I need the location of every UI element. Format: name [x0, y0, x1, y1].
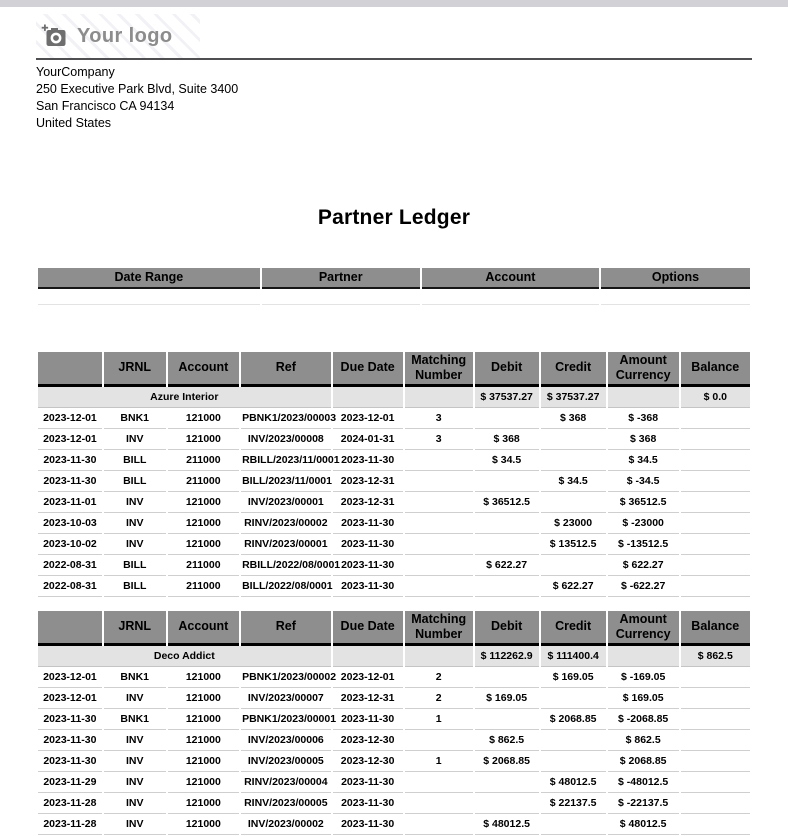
cell-jrnl: BNK1	[104, 709, 166, 730]
cell-due-date: 2023-11-30	[333, 534, 403, 555]
cell-balance	[681, 471, 750, 492]
cell-debit: $ 2068.85	[475, 751, 539, 772]
ledger-row	[38, 492, 750, 513]
cell-due-date: 2023-12-30	[333, 730, 403, 751]
cell-debit	[475, 513, 539, 534]
company-address-line: San Francisco CA 94134	[36, 99, 175, 113]
cell-due-date: 2023-12-30	[333, 751, 403, 772]
cell-matching-number	[405, 814, 473, 835]
cell-balance	[681, 576, 750, 597]
filter-col-options: Options	[601, 268, 750, 289]
partner-ledger-table-deco-addict	[36, 611, 752, 835]
cell-matching-number	[405, 793, 473, 814]
cell-ref: RINV/2023/00005	[241, 793, 331, 814]
cell-matching-number	[405, 513, 473, 534]
filters-table	[36, 268, 752, 305]
subtotal-balance: $ 862.5	[681, 646, 750, 667]
cell-matching-number	[405, 471, 473, 492]
cell-matching-number: 2	[405, 688, 473, 709]
filter-value-options	[601, 289, 750, 305]
cell-amount-currency: $ 368	[608, 429, 679, 450]
cell-amount-currency: $ 36512.5	[608, 492, 679, 513]
cell-credit: $ 169.05	[541, 667, 606, 688]
cell-blank: 2023-11-30	[38, 450, 102, 471]
filters-header-row	[38, 268, 750, 289]
cell-blank: 2023-10-02	[38, 534, 102, 555]
ledger-col-matching-number: Matching Number	[405, 352, 473, 387]
ledger-tables-container	[36, 352, 752, 835]
cell-ref: PBNK1/2023/00003	[241, 408, 331, 429]
subtotal-amount-currency	[608, 387, 679, 408]
cell-ref: RBILL/2023/11/0001	[241, 450, 331, 471]
cell-blank: 2022-08-31	[38, 555, 102, 576]
cell-matching-number	[405, 730, 473, 751]
partner-subtotal-row	[38, 646, 750, 667]
cell-amount-currency: $ 862.5	[608, 730, 679, 751]
cell-due-date: 2024-01-31	[333, 429, 403, 450]
cell-blank: 2022-08-31	[38, 576, 102, 597]
cell-blank: 2023-11-29	[38, 772, 102, 793]
cell-debit	[475, 534, 539, 555]
cell-matching-number	[405, 555, 473, 576]
cell-matching-number: 2	[405, 667, 473, 688]
subtotal-debit: $ 37537.27	[475, 387, 539, 408]
ledger-col-ref: Ref	[241, 352, 331, 387]
cell-account: 121000	[168, 751, 239, 772]
cell-account: 121000	[168, 793, 239, 814]
cell-matching-number: 3	[405, 408, 473, 429]
cell-debit	[475, 709, 539, 730]
cell-balance	[681, 772, 750, 793]
cell-ref: INV/2023/00002	[241, 814, 331, 835]
cell-debit: $ 368	[475, 429, 539, 450]
ledger-header-row	[38, 611, 750, 646]
cell-amount-currency: $ 2068.85	[608, 751, 679, 772]
camera-plus-icon	[41, 24, 67, 48]
subtotal-credit: $ 111400.4	[541, 646, 606, 667]
cell-debit	[475, 408, 539, 429]
cell-ref: BILL/2023/11/0001	[241, 471, 331, 492]
cell-blank: 2023-10-03	[38, 513, 102, 534]
cell-ref: INV/2023/00001	[241, 492, 331, 513]
ledger-col-balance: Balance	[681, 352, 750, 387]
cell-credit	[541, 730, 606, 751]
cell-jrnl: INV	[104, 534, 166, 555]
cell-blank: 2023-11-28	[38, 814, 102, 835]
cell-credit: $ 2068.85	[541, 709, 606, 730]
cell-amount-currency: $ -2068.85	[608, 709, 679, 730]
cell-blank: 2023-12-01	[38, 429, 102, 450]
cell-account: 121000	[168, 534, 239, 555]
ledger-col-amount-currency: Amount Currency	[608, 611, 679, 646]
ledger-row	[38, 751, 750, 772]
cell-account: 211000	[168, 471, 239, 492]
cell-jrnl: INV	[104, 793, 166, 814]
cell-account: 211000	[168, 450, 239, 471]
cell-ref: PBNK1/2023/00002	[241, 667, 331, 688]
cell-blank: 2023-11-30	[38, 709, 102, 730]
ledger-col-blank	[38, 611, 102, 646]
cell-credit: $ 48012.5	[541, 772, 606, 793]
cell-debit: $ 169.05	[475, 688, 539, 709]
cell-balance	[681, 450, 750, 471]
filter-col-date-range: Date Range	[38, 268, 260, 289]
cell-due-date: 2023-11-30	[333, 576, 403, 597]
cell-ref: RBILL/2022/08/0001	[241, 555, 331, 576]
cell-account: 211000	[168, 576, 239, 597]
ledger-col-due-date: Due Date	[333, 611, 403, 646]
cell-balance	[681, 513, 750, 534]
ledger-col-account: Account	[168, 352, 239, 387]
cell-matching-number	[405, 450, 473, 471]
cell-matching-number	[405, 492, 473, 513]
subtotal-debit: $ 112262.9	[475, 646, 539, 667]
subtotal-due-date	[333, 646, 403, 667]
cell-debit	[475, 793, 539, 814]
cell-jrnl: BILL	[104, 450, 166, 471]
cell-due-date: 2023-12-01	[333, 408, 403, 429]
ledger-row	[38, 814, 750, 835]
subtotal-due-date	[333, 387, 403, 408]
cell-balance	[681, 408, 750, 429]
ledger-col-debit: Debit	[475, 352, 539, 387]
cell-blank: 2023-12-01	[38, 408, 102, 429]
cell-amount-currency: $ -622.27	[608, 576, 679, 597]
cell-jrnl: INV	[104, 730, 166, 751]
company-address-block	[36, 60, 752, 132]
cell-due-date: 2023-11-30	[333, 513, 403, 534]
page-top-strip	[0, 0, 788, 7]
cell-account: 121000	[168, 513, 239, 534]
cell-due-date: 2023-11-30	[333, 814, 403, 835]
cell-jrnl: BILL	[104, 576, 166, 597]
cell-balance	[681, 793, 750, 814]
cell-ref: RINV/2023/00001	[241, 534, 331, 555]
cell-blank: 2023-11-01	[38, 492, 102, 513]
cell-jrnl: BNK1	[104, 667, 166, 688]
filter-value-account	[422, 289, 599, 305]
cell-matching-number: 1	[405, 709, 473, 730]
ledger-col-balance: Balance	[681, 611, 750, 646]
cell-account: 121000	[168, 730, 239, 751]
cell-due-date: 2023-12-31	[333, 688, 403, 709]
cell-credit: $ 34.5	[541, 471, 606, 492]
report-page	[0, 7, 788, 835]
cell-due-date: 2023-12-01	[333, 667, 403, 688]
cell-ref: INV/2023/00005	[241, 751, 331, 772]
cell-amount-currency: $ 34.5	[608, 450, 679, 471]
cell-jrnl: INV	[104, 751, 166, 772]
cell-account: 121000	[168, 688, 239, 709]
cell-debit	[475, 667, 539, 688]
filter-value-partner	[262, 289, 420, 305]
cell-balance	[681, 688, 750, 709]
cell-credit	[541, 688, 606, 709]
ledger-row	[38, 709, 750, 730]
cell-due-date: 2023-11-30	[333, 709, 403, 730]
cell-jrnl: INV	[104, 492, 166, 513]
subtotal-matching-number	[405, 646, 473, 667]
subtotal-matching-number	[405, 387, 473, 408]
cell-balance	[681, 751, 750, 772]
cell-jrnl: BILL	[104, 471, 166, 492]
cell-account: 121000	[168, 492, 239, 513]
partner-subtotal-row	[38, 387, 750, 408]
ledger-row	[38, 555, 750, 576]
ledger-row	[38, 534, 750, 555]
cell-ref: INV/2023/00007	[241, 688, 331, 709]
cell-jrnl: BNK1	[104, 408, 166, 429]
cell-debit: $ 34.5	[475, 450, 539, 471]
ledger-row	[38, 429, 750, 450]
cell-due-date: 2023-12-31	[333, 492, 403, 513]
cell-amount-currency: $ 169.05	[608, 688, 679, 709]
cell-balance	[681, 534, 750, 555]
ledger-col-jrnl: JRNL	[104, 352, 166, 387]
cell-due-date: 2023-12-31	[333, 471, 403, 492]
cell-account: 121000	[168, 814, 239, 835]
cell-blank: 2023-11-28	[38, 793, 102, 814]
cell-balance	[681, 730, 750, 751]
cell-jrnl: BILL	[104, 555, 166, 576]
cell-ref: PBNK1/2023/00001	[241, 709, 331, 730]
cell-credit	[541, 450, 606, 471]
cell-amount-currency: $ -34.5	[608, 471, 679, 492]
cell-amount-currency: $ -13512.5	[608, 534, 679, 555]
ledger-row	[38, 513, 750, 534]
cell-balance	[681, 814, 750, 835]
cell-debit	[475, 576, 539, 597]
subtotal-balance: $ 0.0	[681, 387, 750, 408]
cell-amount-currency: $ 48012.5	[608, 814, 679, 835]
company-name: YourCompany	[36, 65, 115, 79]
cell-balance	[681, 667, 750, 688]
ledger-row	[38, 450, 750, 471]
cell-jrnl: INV	[104, 429, 166, 450]
ledger-col-credit: Credit	[541, 352, 606, 387]
cell-credit	[541, 492, 606, 513]
cell-debit: $ 48012.5	[475, 814, 539, 835]
cell-credit: $ 22137.5	[541, 793, 606, 814]
cell-credit: $ 23000	[541, 513, 606, 534]
cell-blank: 2023-12-01	[38, 667, 102, 688]
cell-jrnl: INV	[104, 772, 166, 793]
cell-due-date: 2023-11-30	[333, 793, 403, 814]
partner-ledger-table-azure-interior	[36, 352, 752, 597]
cell-blank: 2023-11-30	[38, 730, 102, 751]
cell-balance	[681, 709, 750, 730]
cell-blank: 2023-12-01	[38, 688, 102, 709]
company-address-line: United States	[36, 116, 112, 130]
ledger-row	[38, 772, 750, 793]
ledger-row	[38, 667, 750, 688]
cell-blank: 2023-11-30	[38, 751, 102, 772]
ledger-header-row	[38, 352, 750, 387]
ledger-col-amount-currency: Amount Currency	[608, 352, 679, 387]
cell-amount-currency: $ 622.27	[608, 555, 679, 576]
ledger-row	[38, 730, 750, 751]
ledger-row	[38, 793, 750, 814]
ledger-row	[38, 408, 750, 429]
cell-account: 121000	[168, 429, 239, 450]
filters-values-row	[38, 289, 750, 305]
cell-debit: $ 862.5	[475, 730, 539, 751]
ledger-col-jrnl: JRNL	[104, 611, 166, 646]
ledger-col-due-date: Due Date	[333, 352, 403, 387]
cell-debit	[475, 772, 539, 793]
cell-amount-currency: $ -23000	[608, 513, 679, 534]
ledger-row	[38, 688, 750, 709]
cell-debit	[475, 471, 539, 492]
logo-text: Your logo	[77, 24, 173, 47]
subtotal-credit: $ 37537.27	[541, 387, 606, 408]
cell-ref: BILL/2022/08/0001	[241, 576, 331, 597]
company-address-line: 250 Executive Park Blvd, Suite 3400	[36, 82, 239, 96]
ledger-row	[38, 576, 750, 597]
cell-debit: $ 36512.5	[475, 492, 539, 513]
filter-value-date-range	[38, 289, 260, 305]
cell-debit: $ 622.27	[475, 555, 539, 576]
filter-col-account: Account	[422, 268, 599, 289]
cell-ref: INV/2023/00008	[241, 429, 331, 450]
ledger-col-credit: Credit	[541, 611, 606, 646]
cell-matching-number	[405, 576, 473, 597]
subtotal-amount-currency	[608, 646, 679, 667]
cell-due-date: 2023-11-30	[333, 772, 403, 793]
cell-balance	[681, 555, 750, 576]
ledger-col-ref: Ref	[241, 611, 331, 646]
ledger-row	[38, 471, 750, 492]
cell-matching-number: 3	[405, 429, 473, 450]
cell-balance	[681, 492, 750, 513]
filter-col-partner: Partner	[262, 268, 420, 289]
cell-amount-currency: $ -368	[608, 408, 679, 429]
partner-name: Deco Addict	[38, 646, 331, 667]
cell-matching-number	[405, 534, 473, 555]
ledger-col-blank	[38, 352, 102, 387]
cell-account: 121000	[168, 667, 239, 688]
cell-matching-number	[405, 772, 473, 793]
ledger-col-matching-number: Matching Number	[405, 611, 473, 646]
cell-amount-currency: $ -22137.5	[608, 793, 679, 814]
cell-due-date: 2023-11-30	[333, 555, 403, 576]
company-logo	[36, 14, 200, 58]
cell-account: 121000	[168, 408, 239, 429]
ledger-col-debit: Debit	[475, 611, 539, 646]
cell-matching-number: 1	[405, 751, 473, 772]
cell-credit: $ 13512.5	[541, 534, 606, 555]
cell-blank: 2023-11-30	[38, 471, 102, 492]
cell-due-date: 2023-11-30	[333, 450, 403, 471]
cell-credit	[541, 555, 606, 576]
cell-jrnl: INV	[104, 513, 166, 534]
cell-credit: $ 368	[541, 408, 606, 429]
cell-ref: INV/2023/00006	[241, 730, 331, 751]
cell-account: 121000	[168, 772, 239, 793]
cell-account: 121000	[168, 709, 239, 730]
report-title: Partner Ledger	[317, 206, 471, 229]
partner-name: Azure Interior	[38, 387, 331, 408]
cell-credit	[541, 814, 606, 835]
cell-jrnl: INV	[104, 814, 166, 835]
cell-amount-currency: $ -169.05	[608, 667, 679, 688]
cell-credit	[541, 751, 606, 772]
cell-ref: RINV/2023/00004	[241, 772, 331, 793]
ledger-col-account: Account	[168, 611, 239, 646]
cell-balance	[681, 429, 750, 450]
cell-ref: RINV/2023/00002	[241, 513, 331, 534]
cell-credit	[541, 429, 606, 450]
cell-account: 211000	[168, 555, 239, 576]
cell-jrnl: INV	[104, 688, 166, 709]
cell-credit: $ 622.27	[541, 576, 606, 597]
cell-amount-currency: $ -48012.5	[608, 772, 679, 793]
